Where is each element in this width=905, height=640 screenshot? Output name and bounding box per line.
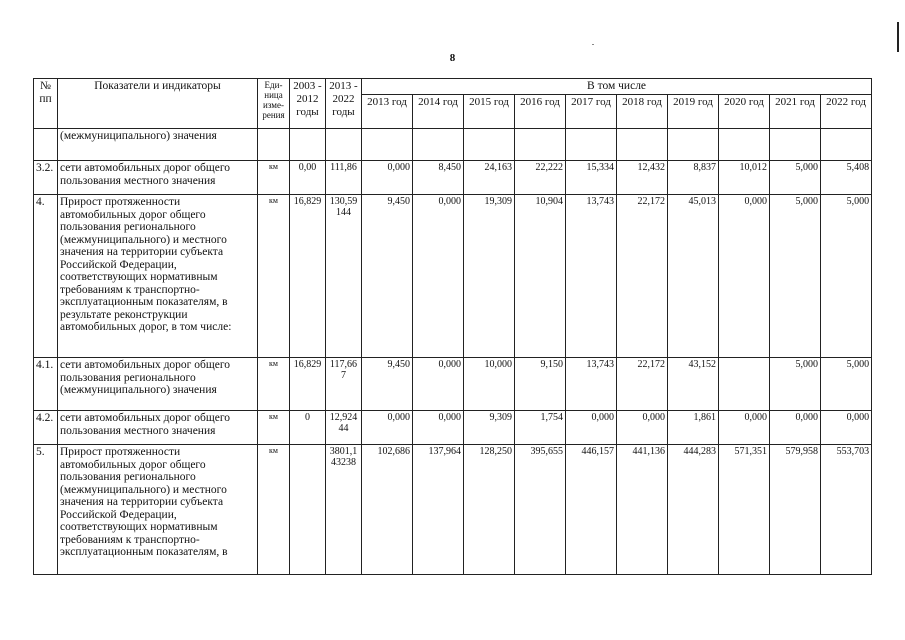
row-period-2003-2012: [290, 445, 326, 575]
header-year: 2020 год: [719, 95, 770, 129]
row-year-value: 9,150: [515, 358, 566, 411]
row-unit: км: [258, 195, 290, 358]
row-number: 5.: [34, 445, 58, 575]
indicators-table: [33, 78, 872, 575]
row-period-2013-2022: 117,66 7: [326, 358, 362, 411]
table-row: [34, 445, 872, 575]
header-year: 2017 год: [566, 95, 617, 129]
row-year-value: 441,136: [617, 445, 668, 575]
row-year-value: 0,000: [566, 411, 617, 445]
row-year-value: 0,000: [719, 411, 770, 445]
row-year-value: [821, 129, 872, 161]
row-year-value: 395,655: [515, 445, 566, 575]
row-year-value: 1,754: [515, 411, 566, 445]
scan-dot: [592, 44, 594, 45]
table-row: [34, 161, 872, 195]
row-number: 4.: [34, 195, 58, 358]
row-year-value: 10,904: [515, 195, 566, 358]
row-year-value: 10,012: [719, 161, 770, 195]
row-period-2003-2012: 0,00: [290, 161, 326, 195]
header-num: № пп: [34, 79, 58, 129]
row-unit: км: [258, 161, 290, 195]
row-year-value: 22,172: [617, 195, 668, 358]
row-year-value: 22,172: [617, 358, 668, 411]
row-year-value: 5,000: [770, 195, 821, 358]
table-row: [34, 129, 872, 161]
header-year: 2014 год: [413, 95, 464, 129]
row-year-value: 0,000: [413, 358, 464, 411]
row-period-2003-2012: 16,829: [290, 195, 326, 358]
scan-edge-mark: [897, 22, 899, 52]
row-number: 4.2.: [34, 411, 58, 445]
row-unit: км: [258, 445, 290, 575]
row-year-value: 43,152: [668, 358, 719, 411]
row-year-value: 444,283: [668, 445, 719, 575]
row-year-value: 19,309: [464, 195, 515, 358]
row-year-value: 0,000: [362, 161, 413, 195]
row-year-value: 45,013: [668, 195, 719, 358]
row-year-value: 5,000: [770, 161, 821, 195]
row-description: сети автомобильных дорог общего пользования местного значения: [58, 161, 258, 195]
row-year-value: 15,334: [566, 161, 617, 195]
row-description: Прирост протяженности автомобильных дорог общего пользования регионального (межмуниципального) и местного значения на территории субъекта Российской Федерации, соответствующих нормативным требованиям к транспортно-эксплуатационным показателям, в: [58, 445, 258, 575]
header-period-2003-2012: 2003 - 2012 годы: [290, 79, 326, 129]
row-period-2003-2012: 0: [290, 411, 326, 445]
row-year-value: 0,000: [362, 411, 413, 445]
header-year: 2019 год: [668, 95, 719, 129]
row-year-value: [566, 129, 617, 161]
row-year-value: 0,000: [719, 195, 770, 358]
row-number: [34, 129, 58, 161]
header-unit: Еди-ница изме-рения: [258, 79, 290, 129]
row-number: 3.2.: [34, 161, 58, 195]
row-year-value: [413, 129, 464, 161]
row-period-2013-2022: 3801,1 43238: [326, 445, 362, 575]
header-indicator: Показатели и индикаторы: [58, 79, 258, 129]
row-period-2013-2022: [326, 129, 362, 161]
row-year-value: 137,964: [413, 445, 464, 575]
row-year-value: 24,163: [464, 161, 515, 195]
row-year-value: 571,351: [719, 445, 770, 575]
row-year-value: 5,000: [770, 358, 821, 411]
row-description: сети автомобильных дорог общего пользования местного значения: [58, 411, 258, 445]
row-unit: [258, 129, 290, 161]
row-year-value: [515, 129, 566, 161]
table-row: [34, 411, 872, 445]
row-year-value: 13,743: [566, 195, 617, 358]
row-year-value: 22,222: [515, 161, 566, 195]
row-period-2013-2022: 130,59 144: [326, 195, 362, 358]
row-year-value: 9,450: [362, 195, 413, 358]
row-year-value: 128,250: [464, 445, 515, 575]
row-year-value: 12,432: [617, 161, 668, 195]
row-number: 4.1.: [34, 358, 58, 411]
table-row: [34, 195, 872, 358]
row-year-value: 9,309: [464, 411, 515, 445]
row-year-value: [362, 129, 413, 161]
row-year-value: 5,408: [821, 161, 872, 195]
row-year-value: 0,000: [413, 411, 464, 445]
table-row: [34, 358, 872, 411]
row-year-value: 0,000: [617, 411, 668, 445]
row-year-value: [719, 129, 770, 161]
row-year-value: 13,743: [566, 358, 617, 411]
row-description: (межмуниципального) значения: [58, 129, 258, 161]
row-year-value: 579,958: [770, 445, 821, 575]
row-period-2003-2012: 16,829: [290, 358, 326, 411]
row-year-value: 0,000: [770, 411, 821, 445]
header-year: 2013 год: [362, 95, 413, 129]
row-description: сети автомобильных дорог общего пользования регионального (межмуниципального) значения: [58, 358, 258, 411]
row-unit: км: [258, 411, 290, 445]
row-year-value: 102,686: [362, 445, 413, 575]
row-year-value: 553,703: [821, 445, 872, 575]
header-year: 2016 год: [515, 95, 566, 129]
row-year-value: [719, 358, 770, 411]
row-year-value: 8,450: [413, 161, 464, 195]
row-unit: км: [258, 358, 290, 411]
header-year: 2015 год: [464, 95, 515, 129]
row-year-value: [617, 129, 668, 161]
row-year-value: 9,450: [362, 358, 413, 411]
row-year-value: 8,837: [668, 161, 719, 195]
header-group: В том числе: [362, 79, 872, 95]
page-number: 8: [449, 52, 456, 64]
header-year: 2018 год: [617, 95, 668, 129]
header-year: 2022 год: [821, 95, 872, 129]
row-description: Прирост протяженности автомобильных дорог общего пользования регионального (межмуниципального) и местного значения на территории субъекта Российской Федерации, соответствующих нормативным требованиям к транспортно-эксплуатационным показателям, в результате реконструкции автомобильных дорог, в том числе:: [58, 195, 258, 358]
row-period-2013-2022: 111,86: [326, 161, 362, 195]
row-year-value: [668, 129, 719, 161]
row-year-value: 1,861: [668, 411, 719, 445]
row-year-value: 5,000: [821, 358, 872, 411]
header-period-2013-2022: 2013 - 2022 годы: [326, 79, 362, 129]
row-year-value: 10,000: [464, 358, 515, 411]
row-year-value: 5,000: [821, 195, 872, 358]
row-period-2013-2022: 12,924 44: [326, 411, 362, 445]
row-period-2003-2012: [290, 129, 326, 161]
row-year-value: 0,000: [413, 195, 464, 358]
header-year: 2021 год: [770, 95, 821, 129]
row-year-value: [464, 129, 515, 161]
row-year-value: 446,157: [566, 445, 617, 575]
row-year-value: [770, 129, 821, 161]
row-year-value: 0,000: [821, 411, 872, 445]
